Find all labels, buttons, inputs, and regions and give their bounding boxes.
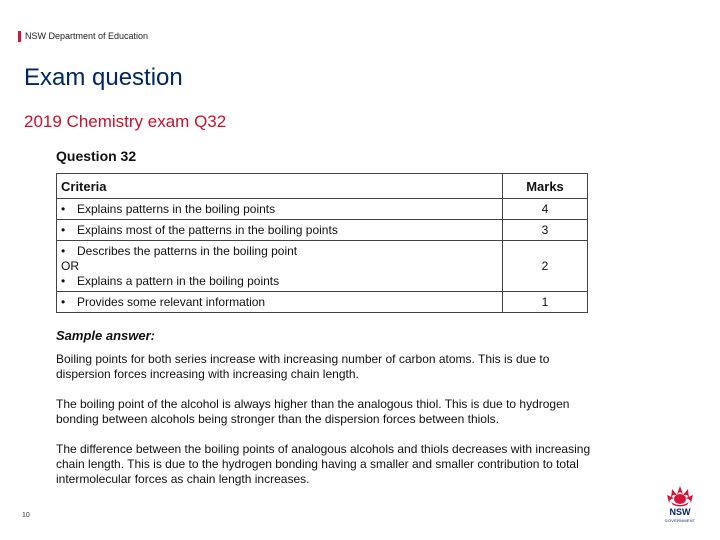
criteria-cell [57,220,503,241]
sample-paragraph: The boiling point of the alcohol is always higher than the analogous thiol. This is due to hydrogen bonding between alcohols being stronger than the dispersion forces between thiols. [56,397,570,426]
slide-title: Exam question [24,64,183,91]
criteria-header-row [57,174,588,199]
criterion-text: Explains patterns in the boiling points [77,202,276,216]
logo-subtext: GOVERNMENT [664,518,696,523]
bullet-icon: • [61,223,66,237]
question-heading: Question 32 [56,148,137,164]
sample-answer-heading: Sample answer: [56,328,155,343]
marks-cell: 3 [503,220,588,241]
marks-cell: 1 [503,292,588,313]
sample-paragraph: The difference between the boiling points of analogous alcohols and thiols decreases with increasing chain length. This is due to the hydrogen bonding having a smaller and smaller contribution to total intermolecular forces as chain length increases. [56,442,591,486]
or-separator: OR [61,259,79,273]
criteria-table [56,173,588,313]
org-name: NSW Department of Education [25,31,149,41]
table-row [57,292,588,313]
bullet-icon: • [61,202,66,216]
bullet-icon: • [61,274,66,288]
bullet-icon: • [61,244,66,258]
sample-answer [56,328,596,502]
header-tag [18,30,148,42]
marks-cell: 4 [503,199,588,220]
logo-wordmark: NSW [669,507,691,517]
criteria-header: Criteria [57,174,503,199]
table-row [57,199,588,220]
criteria-cell [57,292,503,313]
criterion-text: Describes the patterns in the boiling point [77,244,298,258]
bullet-icon: • [61,295,66,309]
table-row [57,220,588,241]
criteria-cell [57,241,503,292]
criterion-text: Explains a pattern in the boiling points [77,274,280,288]
sample-paragraph: Boiling points for both series increase with increasing number of carbon atoms. This is due to dispersion forces increasing with increasing chain length. [56,352,550,381]
criterion-text: Explains most of the patterns in the boiling points [77,223,338,237]
criterion-text: Provides some relevant information [77,295,266,309]
criteria-cell [57,199,503,220]
marks-cell: 2 [503,241,588,292]
page-number: 10 [22,512,30,519]
header-accent-bar [18,31,21,42]
marks-header: Marks [503,174,588,199]
slide-subtitle: 2019 Chemistry exam Q32 [24,112,227,131]
table-row [57,241,588,292]
